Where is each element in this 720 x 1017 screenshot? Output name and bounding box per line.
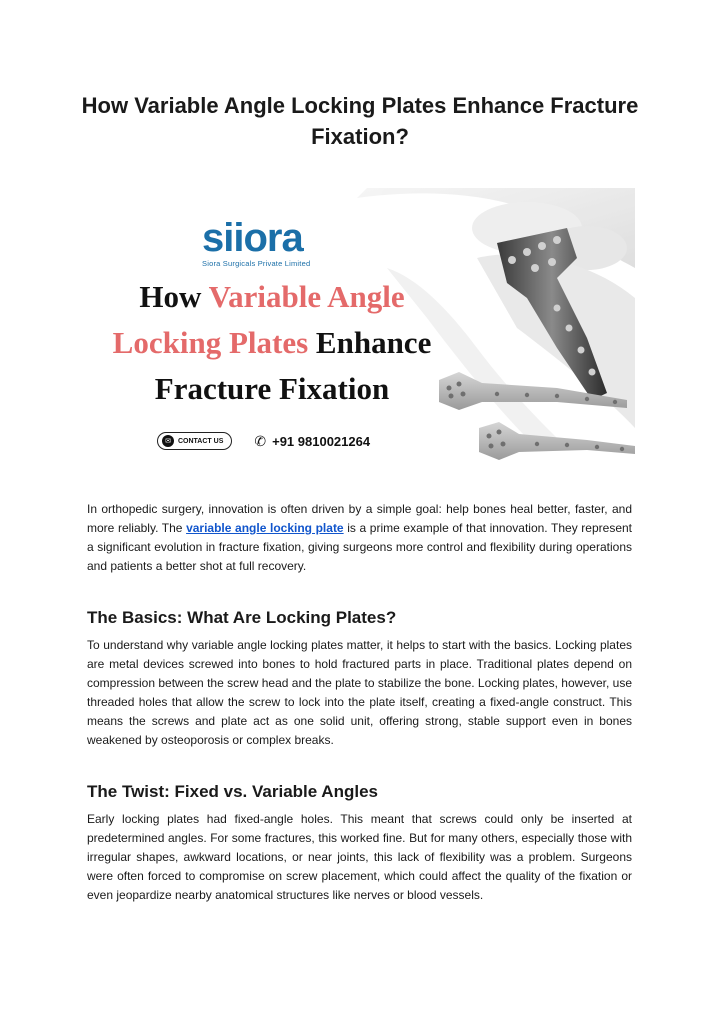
phone-contact[interactable] — [254, 433, 370, 450]
mail-icon: ✉ — [162, 435, 174, 447]
contact-row — [157, 432, 370, 450]
silver-plate-2-graphic — [479, 422, 635, 460]
contact-us-button[interactable] — [157, 432, 232, 450]
siora-logo — [202, 218, 322, 268]
headline-word-how: How — [139, 279, 209, 314]
banner-headline — [87, 274, 457, 412]
intro-text-before: In orthopedic surgery, innovation is often driven by a simple goal: help bones heal better, faster, and more reliably. The — [87, 502, 632, 535]
headline-locking-plates: Locking Plates — [112, 325, 309, 360]
section-heading-basics: The Basics: What Are Locking Plates? — [87, 608, 397, 627]
phone-number: +91 9810021264 — [272, 433, 371, 449]
hero-banner — [87, 188, 635, 478]
section-heading-twist: The Twist: Fixed vs. Variable Angles — [87, 782, 378, 801]
intro-paragraph — [87, 500, 632, 576]
phone-icon: ✆ — [254, 432, 267, 449]
variable-angle-locking-plate-link[interactable]: variable angle locking plate — [186, 521, 344, 535]
section-body-twist: Early locking plates had fixed-angle holes. This meant that screws could only be inserted at predetermined angles. For some fractures, this worked fine. But for many others, especially those with irregular shapes, awkward locations, or near joints, this lack of flexibility was a problem. Surgeons were often forced to compromise on screw placement, which could affect the quality of the fixation or even jeopardize nearby anatomical structures like nerves or blood vessels. — [87, 812, 632, 902]
intro-text-after: is a prime example of that innovation. They represent a significant evolution in fracture fixation, giving surgeons more control and flexibility during operations and patients a better shot at full recovery. — [87, 521, 632, 573]
contact-us-label: CONTACT US — [178, 437, 224, 445]
document-title: How Variable Angle Locking Plates Enhance Fracture Fixation? — [81, 93, 639, 149]
logo-wordmark: siiora — [202, 216, 303, 260]
headline-fracture-fixation: Fracture Fixation — [154, 371, 390, 406]
section-body-basics: To understand why variable angle locking plates matter, it helps to start with the basics. Locking plates are metal devices screwed into bones to hold fractured parts in place. Traditional plates depend on compression between the screw head and the plate to stabilize the bone. Locking plates, however, use threaded holes that allow the screw to lock into the plate itself, creating a fixed-angle construct. This means the screws and plate act as one solid unit, offering strong, stable support even in bones weakened by osteoporosis or complex breaks. — [87, 638, 633, 747]
headline-variable-angle: Variable Angle — [208, 279, 405, 314]
headline-enhance: Enhance — [308, 325, 432, 360]
logo-subtitle: Siora Surgicals Private Limited — [202, 259, 311, 268]
